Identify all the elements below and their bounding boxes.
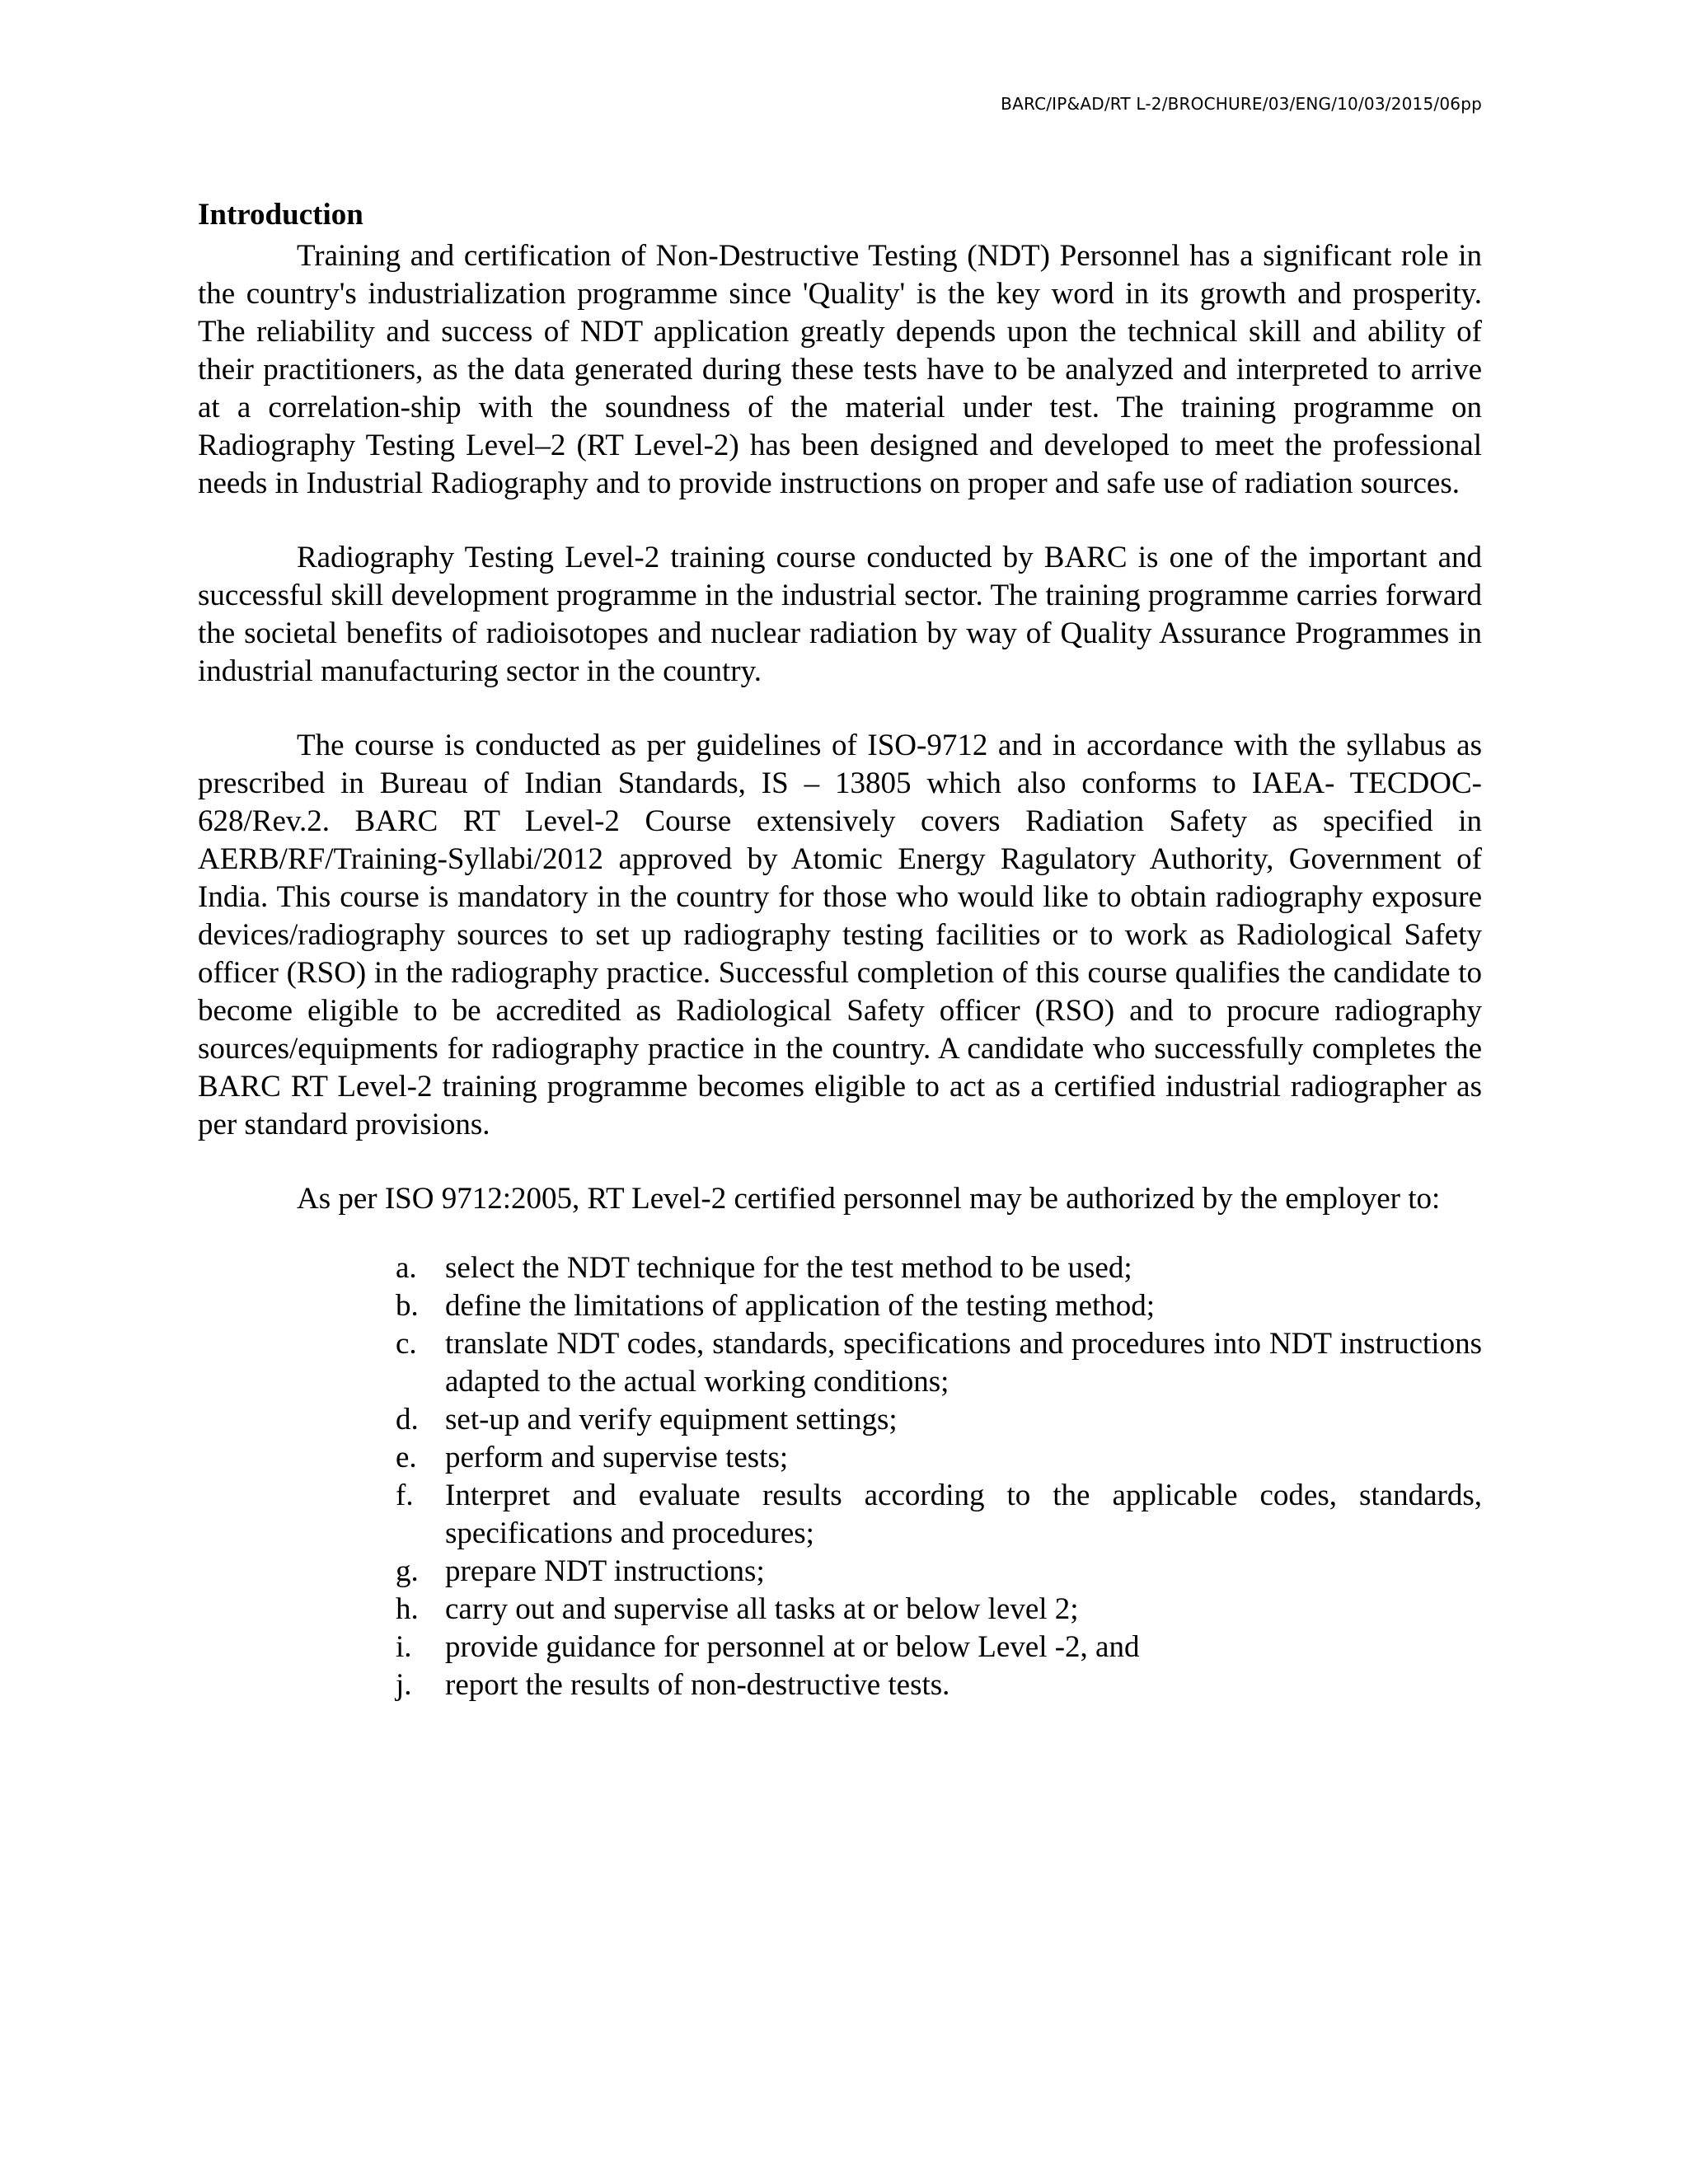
document-reference: BARC/IP&AD/RT L-2/BROCHURE/03/ENG/10/03/2015/06pp — [1001, 94, 1482, 114]
list-item-text: provide guidance for personnel at or below Level -2, and — [445, 1630, 1140, 1664]
list-item-text: report the results of non-destructive tests. — [445, 1668, 950, 1702]
list-item-text: perform and supervise tests; — [445, 1441, 789, 1474]
list-item-text: carry out and supervise all tasks at or below level 2; — [445, 1592, 1079, 1626]
list-item — [396, 1477, 1482, 1553]
list-item — [396, 1591, 1482, 1629]
list-item — [396, 1249, 1482, 1287]
list-marker: b. — [396, 1289, 419, 1323]
list-item-text: prepare NDT instructions; — [445, 1554, 765, 1588]
list-marker: f. — [396, 1479, 414, 1512]
list-marker: a. — [396, 1251, 417, 1285]
list-marker: g. — [396, 1554, 419, 1588]
list-item — [396, 1629, 1482, 1666]
list-marker: j. — [396, 1668, 412, 1702]
list-item-text: Interpret and evaluate results according to the applicable codes, standards, specifications and procedures; — [445, 1479, 1482, 1550]
list-marker: e. — [396, 1441, 417, 1474]
list-item-text: select the NDT technique for the test method to be used; — [445, 1251, 1132, 1285]
list-item-text: define the limitations of application of the testing method; — [445, 1289, 1156, 1323]
list-marker: c. — [396, 1327, 417, 1361]
list-item-text: set-up and verify equipment settings; — [445, 1403, 898, 1436]
intro-paragraph-4: As per ISO 9712:2005, RT Level-2 certified personnel may be authorized by the employer to: — [297, 1182, 1441, 1216]
list-item — [396, 1553, 1482, 1591]
section-title: Introduction — [198, 198, 363, 232]
list-item — [396, 1325, 1482, 1401]
intro-paragraph-1: Training and certification of Non-Destructive Testing (NDT) Personnel has a significant role in the country's industrialization programme since 'Quality' is the key word in its growth and prosperity. The reliability and success of NDT application greatly depends upon the technical skill and ability of their practitioners, as the data generated during these tests have to be analyzed and interpreted to arrive at a correlation-ship with the soundness of the material under test. The training programme on Radiography Testing Level–2 (RT Level-2) has been designed and developed to meet the professional needs in Industrial Radiography and to provide instructions on proper and safe use of radiation sources. — [198, 239, 1482, 500]
document-body — [198, 196, 1482, 1704]
intro-paragraph-3: The course is conducted as per guidelines of ISO-9712 and in accordance with the syllabus as prescribed in Bureau of Indian Standards, IS – 13805 which also conforms to IAEA- TECDOC-628/Rev.2. BARC RT Level-2 Course extensively covers Radiation Safety as specified in AERB/RF/Training-Syllabi/2012 approved by Atomic Energy Ragulatory Authority, Government of India. This course is mandatory in the country for those who would like to obtain radiography exposure devices/radiography sources to set up radiography testing facilities or to work as Radiological Safety officer (RSO) in the radiography practice. Successful completion of this course qualifies the candidate to become eligible to be accredited as Radiological Safety officer (RSO) and to procure radiography sources/equipments for radiography practice in the country. A candidate who successfully completes the BARC RT Level-2 training programme becomes eligible to act as a certified industrial radiographer as per standard provisions. — [198, 729, 1482, 1141]
list-marker: i. — [396, 1630, 412, 1664]
list-marker: h. — [396, 1592, 419, 1626]
authorization-list — [198, 1249, 1482, 1704]
list-item — [396, 1666, 1482, 1704]
list-item — [396, 1401, 1482, 1439]
list-item — [396, 1439, 1482, 1477]
list-item-text: translate NDT codes, standards, specifications and procedures into NDT instructions adapted to the actual working conditions; — [445, 1327, 1482, 1399]
list-item — [396, 1287, 1482, 1325]
list-marker: d. — [396, 1403, 419, 1436]
intro-paragraph-2: Radiography Testing Level-2 training course conducted by BARC is one of the important and successful skill development programme in the industrial sector. The training programme carries forward the societal benefits of radioisotopes and nuclear radiation by way of Quality Assurance Programmes in industrial manufacturing sector in the country. — [198, 541, 1482, 688]
